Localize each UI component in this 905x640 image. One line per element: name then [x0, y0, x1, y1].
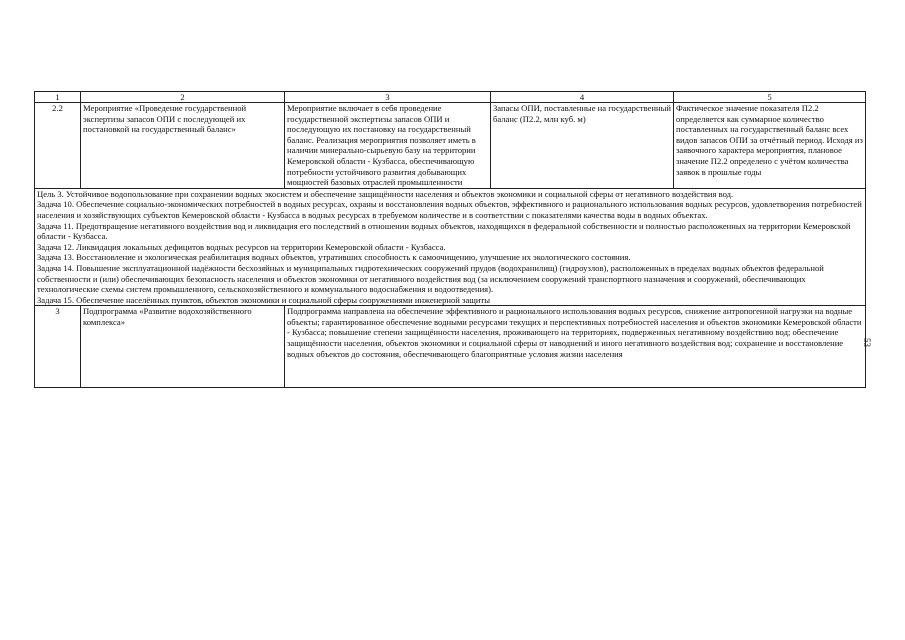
table-row-2-2 — [35, 103, 866, 189]
subprogram-description: Подпрограмма направлена на обеспечение эффективного и рационального использования водных ресурсов, снижение антропогенной нагрузки на водные объекты; гарантированное обеспечение водными ресурсами текущих и перспективных потребностей населения и объектов экономики Кемеровской области - Кузбасса; повышение степени защищённости населения, проживающего на территориях, подверженных негативному воздействию вод; обеспечение защищённости населения, объектов экономики и социальной сферы от наводнений и иного негативного воздействия вод; сохранение и восстановление водных объектов до состояния, обеспечивающего благоприятные условия жизни населения — [285, 306, 866, 388]
goal-row — [35, 188, 866, 306]
goal-3-text: Цель 3. Устойчивое водопользование при сохранении водных экосистем и обеспечение защищённости населения и объектов экономики и социальной сферы от негативного воздействия вод. — [37, 188, 734, 199]
indicator-method: Фактическое значение показателя П2.2 определяется как суммарное количество поставленных на государственный баланс всех видов запасов ОПИ за отчётный период. Исходя из заявочного характера мероприятия, плановое значение П2.2 определено с учётом количества заявок в прошлые годы — [674, 103, 866, 189]
header-cell-4: 4 — [491, 92, 674, 103]
row-number: 2.2 — [35, 103, 81, 189]
task-10-text: Задача 10. Обеспечение социально-экономических потребностей в водных ресурсах, охраны и восстановления водных объектов, эффективного и рационального использования водных ресурсов, удовлетворения потребностей населения и хозяйствующих субъектов Кемеровской области - Кузбасса в водных ресурсах в требуемом количестве и в соответствии с показателями качества воды в водных объектах. — [37, 199, 862, 220]
header-cell-5: 5 — [674, 92, 866, 103]
task-13-text: Задача 13. Восстановление и экологическая реабилитация водных объектов, утративших способность к самоочищению, улучшение их экологического состояния. — [37, 252, 631, 263]
goal-cell — [35, 188, 866, 306]
table-row-3 — [35, 306, 866, 388]
task-14-text: Задача 14. Повышение эксплуатационной надёжности бесхозяйных и муниципальных гидротехнических сооружений прудов (водохранилищ) (гидроузлов), расположенных в пределах водных объектов федеральной собственности и (или) обеспечивающих безопасность населения и объектов экономики от негативного воздействия вод (за исключением сооружений транспортного назначения и сооружений, обеспечивающих технологические схемы систем промышленного, сельскохозяйственного и коммунального водоснабжения и водоотведения). — [37, 262, 824, 295]
header-cell-1: 1 — [35, 92, 81, 103]
header-row — [35, 92, 866, 103]
task-12-text: Задача 12. Ликвидация локальных дефицитов водных ресурсов на территории Кемеровской области - Кузбасса. — [37, 241, 446, 252]
subprogram-title: Подпрограмма «Развитие водохозяйственного комплекса» — [81, 306, 285, 388]
task-15-text: Задача 15. Обеспечение населённых пунктов, объектов экономики и социальной сферы сооружениями инженерной защиты — [37, 294, 491, 305]
measure-title: Мероприятие «Проведение государственной экспертизы запасов ОПИ с последующей их постановкой на государственный баланс» — [81, 103, 285, 189]
measure-description: Мероприятие включает в себя проведение государственной экспертизы запасов ОПИ и последующую их постановку на государственный баланс. Реализация мероприятия позволяет иметь в наличии минерально-сырьевую базу на территории Кемеровской области - Кузбасса, обеспечивающую потребности устойчивого развития добывающих мощностей базовых отраслей промышленности — [285, 103, 491, 189]
indicator-name: Запасы ОПИ, поставленные на государственный баланс (П2.2, млн куб. м) — [491, 103, 674, 189]
header-cell-3: 3 — [285, 92, 491, 103]
page-number: 53 — [862, 338, 872, 347]
task-11-text: Задача 11. Предотвращение негативного воздействия вод и ликвидация его последствий в отношении водных объектов, находящихся в федеральной собственности и полностью расположенных на территории Кемеровской области - Кузбасса. — [37, 220, 851, 242]
row-number: 3 — [35, 306, 81, 388]
program-table — [34, 91, 866, 388]
header-cell-2: 2 — [81, 92, 285, 103]
